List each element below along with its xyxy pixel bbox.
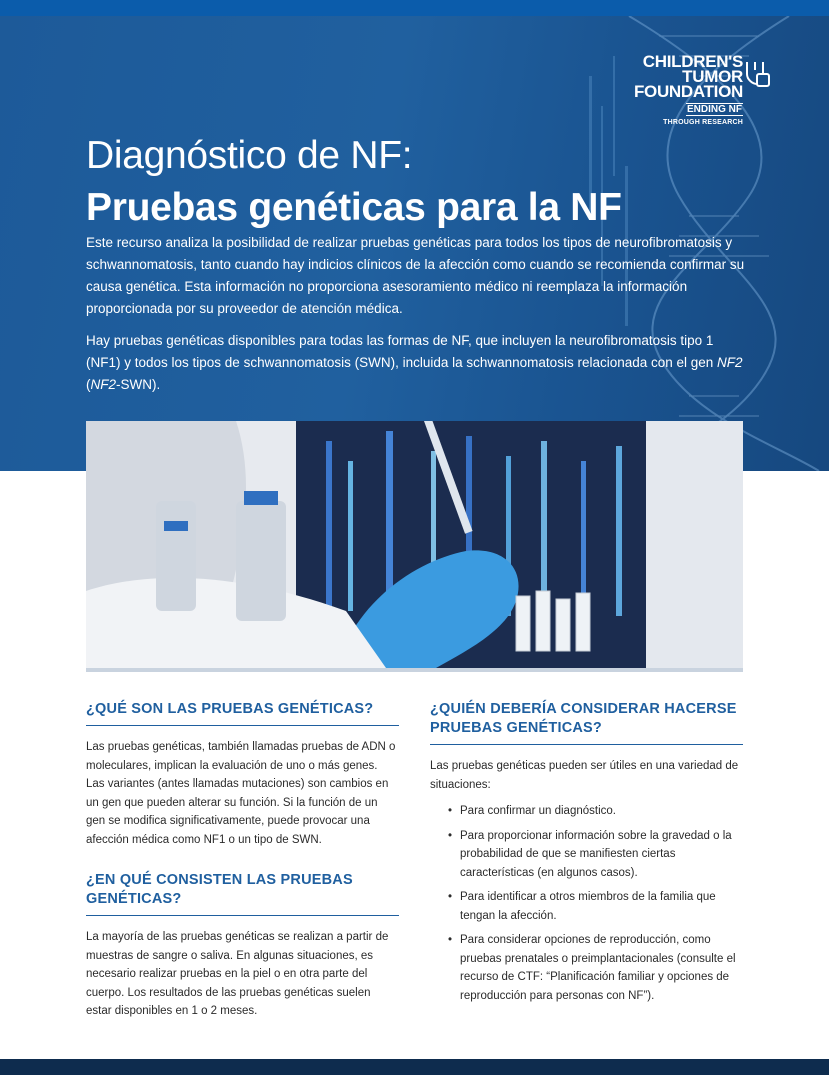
section-heading-consist: ¿EN QUÉ CONSISTEN LAS PRUEBAS GENÉTICAS? bbox=[86, 871, 399, 916]
logo-ending-nf: ENDING NF bbox=[687, 104, 742, 115]
intro-paragraph-1: Este recurso analiza la posibilidad de realizar pruebas genéticas para todos los tipos de neurofibromatosis y schwannomatosis, tanto cuando hay indicios clínicos de la afección como cuando se recomienda confirmar su causa genética. Esta información no proporciona asesoramiento médico ni reemplaza la información proporcionada por su proveedor de atención médica. bbox=[86, 235, 745, 316]
lab-scene-illustration bbox=[86, 421, 743, 668]
section-body-who: Las pruebas genéticas pueden ser útiles en una variedad de situaciones: bbox=[430, 760, 739, 791]
foundation-emblem-icon bbox=[741, 60, 771, 92]
intro-paragraph-2 bbox=[86, 330, 746, 396]
section-body-what: Las pruebas genéticas, también llamadas pruebas de ADN o moleculares, implican la evaluación de uno o más genes. Las variantes (antes llamadas mutaciones) son cambios en un gen que pueden alterar su función. Si la función de un gen se modifica significativamente, puede provocar una afección médica como NF1 o un tipo de SWN. bbox=[86, 741, 396, 846]
page-title-line-1: Diagnóstico de NF: bbox=[86, 134, 413, 177]
logo-line-3: FOUNDATION bbox=[633, 82, 743, 101]
top-accent-strip bbox=[0, 0, 829, 16]
list-item: • Para proporcionar información sobre la gravedad o la probabilidad de que se manifiesten ciertas características (en algunos casos). bbox=[448, 827, 743, 883]
left-column bbox=[86, 700, 399, 1021]
photo-underline bbox=[86, 668, 743, 672]
intro-p2-part-b: ( bbox=[86, 377, 91, 392]
logo-through-research: THROUGH RESEARCH bbox=[663, 119, 743, 126]
logo-line-1: CHILDREN'S bbox=[642, 52, 743, 71]
hero-banner bbox=[0, 16, 829, 471]
intro-p2-gene: NF2 bbox=[717, 355, 743, 370]
footer-bar bbox=[0, 1059, 829, 1075]
logo-line-2: TUMOR bbox=[682, 67, 743, 86]
who-bullet-list bbox=[430, 802, 743, 1005]
section-heading-who: ¿QUIÉN DEBERÍA CONSIDERAR HACERSE PRUEBAS GENÉTICAS? bbox=[430, 700, 743, 745]
childrens-tumor-foundation-logo bbox=[583, 54, 743, 144]
intro-p2-gene-2: NF2 bbox=[90, 377, 117, 392]
section-body-consist: La mayoría de las pruebas genéticas se realizan a partir de muestras de sangre o saliva. En algunas situaciones, es necesario realizar pruebas en la piel o en otra parte del cuerpo. Los resultados de las pruebas genéticas suelen estar disponibles en 1 o 2 meses. bbox=[86, 931, 389, 1017]
list-item: • Para confirmar un diagnóstico. bbox=[448, 802, 743, 821]
list-item: • Para considerar opciones de reproducción, como pruebas prenatales o preimplantacionales (consulte el recurso de CTF: “Planificación familiar y opciones de reproducción para personas con NF”). bbox=[448, 931, 743, 1005]
intro-text bbox=[86, 232, 746, 406]
list-item: • Para identificar a otros miembros de la familia que tengan la afección. bbox=[448, 888, 743, 925]
page-title-line-2: Pruebas genéticas para la NF bbox=[86, 186, 622, 229]
right-column bbox=[430, 700, 743, 1011]
intro-p2-part-a: Hay pruebas genéticas disponibles para todas las formas de NF, que incluyen la neurofibromatosis tipo 1 (NF1) y todos los tipos de schwannomatosis (SWN), incluida la schwannomatosis relacionada con el gen bbox=[86, 333, 718, 370]
section-heading-what: ¿QUÉ SON LAS PRUEBAS GENÉTICAS? bbox=[86, 700, 399, 726]
lab-photo bbox=[86, 421, 743, 668]
intro-p2-part-c: -SWN). bbox=[116, 377, 161, 392]
section-spacer bbox=[86, 849, 399, 871]
